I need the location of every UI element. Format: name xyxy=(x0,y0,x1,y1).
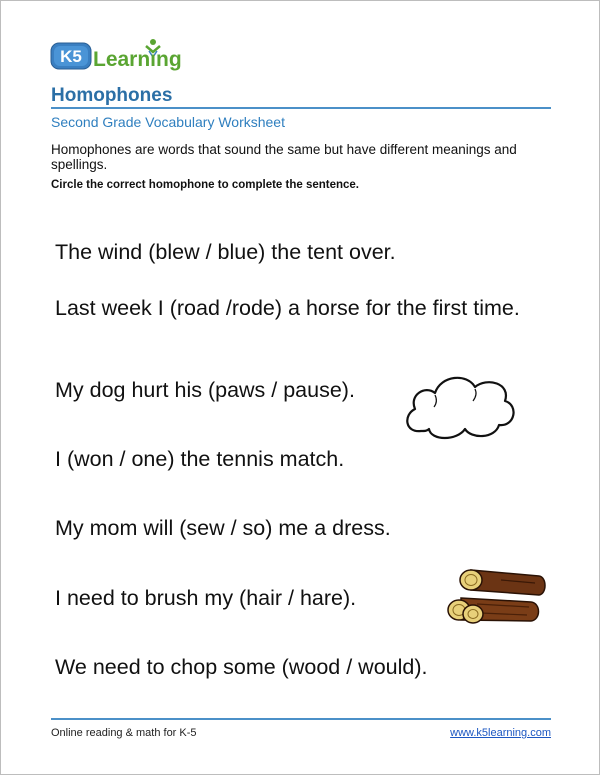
instruction-text: Circle the correct homophone to complete the sentence. xyxy=(51,179,360,191)
page-subtitle: Second Grade Vocabulary Worksheet xyxy=(51,114,285,130)
sentence-5: My mom will (sew / so) me a dress. xyxy=(55,516,391,540)
sentence-2: Last week I (road /rode) a horse for the first time. xyxy=(55,296,520,320)
svg-text:Learning: Learning xyxy=(93,48,182,71)
sentence-3: My dog hurt his (paws / pause). xyxy=(55,378,355,402)
sentence-6: I need to brush my (hair / hare). xyxy=(55,586,357,610)
logs-illustration xyxy=(441,566,549,626)
svg-text:K5: K5 xyxy=(60,47,82,66)
footer-tagline: Online reading & math for K-5 xyxy=(51,727,197,739)
footer-website-link[interactable]: www.k5learning.com xyxy=(450,727,551,739)
sentence-1: The wind (blew / blue) the tent over. xyxy=(55,240,396,264)
title-divider xyxy=(51,107,551,109)
cloud-illustration xyxy=(401,365,519,445)
k5-learning-logo[interactable] xyxy=(50,37,200,73)
sentence-4: I (won / one) the tennis match. xyxy=(55,447,345,471)
intro-text: Homophones are words that sound the same but have different meanings and spellings. xyxy=(51,142,517,172)
sentence-7: We need to chop some (wood / would). xyxy=(55,655,428,679)
page-title: Homophones xyxy=(51,85,173,106)
footer-divider xyxy=(51,718,551,720)
